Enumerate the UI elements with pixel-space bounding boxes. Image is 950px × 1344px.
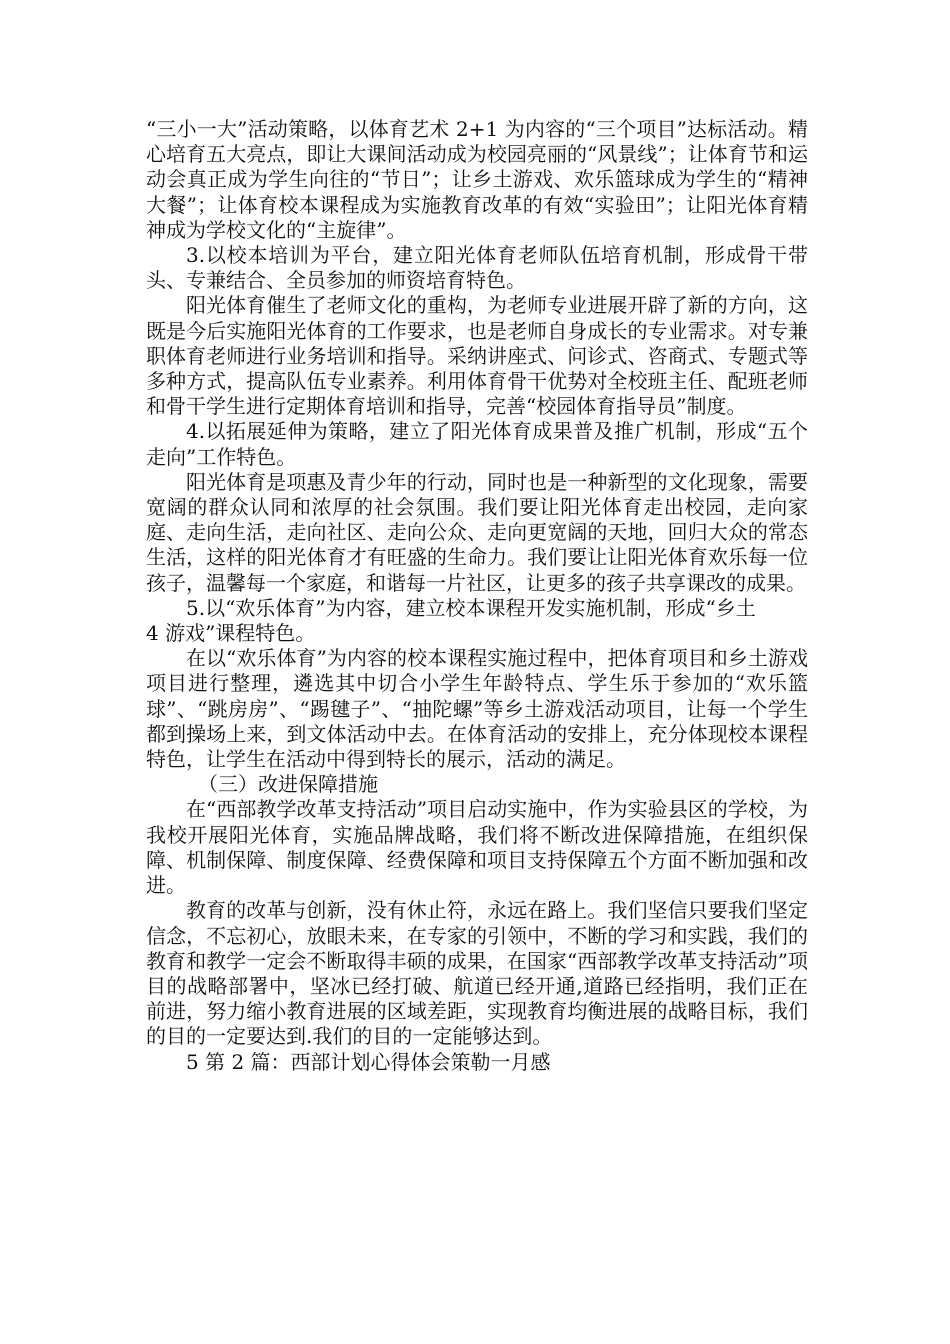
- paragraph-education-innovation: 教育的改革与创新，没有休止符，永远在路上。我们坚信只要我们坚定信念，不忘初心，放眼未来，在专家的引领中，不断的学习和实践，我们的教育和教学一定会不断取得丰硕的成果，在国家“西部教学改革支持活动”项目的战略部署中，坚冰已经打破、航道已经开通,道路已经指明，我们正在前进，努力缩小教育进展的区域差距，实现教育均衡进展的战略目标，我们的目的一定要达到.我们的目的一定能够达到。: [146, 898, 808, 1049]
- paragraph-sunshine-sports: 阳光体育是项惠及青少年的行动，同时也是一种新型的文化现象，需要宽阔的群众认同和浓厚的社会氛围。我们要让阳光体育走出校园，走向家庭、走向生活，走向社区、走向公众、走向更宽阔的天地，回归大众的常态生活，这样的阳光体育才有旺盛的生命力。我们要让让阳光体育欢乐每一位孩子，温馨每一个家庭，和谐每一片社区，让更多的孩子共享课改的成果。: [146, 469, 808, 595]
- paragraph-happy-sports: 5.以“欢乐体育”为内容，建立校本课程开发实施机制，形成“乡土: [186, 595, 756, 620]
- section-heading-safeguards: （三）改进保障措施: [198, 772, 378, 797]
- document-page: [146, 117, 808, 1075]
- paragraph-next-article-title: 5 第 2 篇：西部计划心得体会策勒一月感: [186, 1049, 551, 1074]
- paragraph-expansion-strategy: 4.以拓展延伸为策略，建立了阳光体育成果普及推广机制，形成“五个走向”工作特色。: [146, 419, 808, 469]
- paragraph-activity-strategy: “三小一大”活动策略，以体育艺术 2+1 为内容的“三个项目”达标活动。精心培育五大亮点，即让大课间活动成为校园亮丽的“风景线”；让体育节和运动会真正成为学生向往的“节日”；让乡土游戏、欢乐篮球成为学生的“精神大餐”；让体育校本课程成为实施教育改革的有效“实验田”；让阳光体育精神成为学校文化的“主旋律”。: [146, 117, 808, 242]
- paragraph-curriculum-implementation: 在以“欢乐体育”为内容的校本课程实施过程中，把体育项目和乡土游戏项目进行整理，遴选其中切合小学生年龄特点、学生乐于参加的“欢乐篮球”、“跳房房”、“踢毽子”、“抽陀螺”等乡土游戏活动项目，让每一个学生都到操场上来，到文体活动中去。在体育活动的安排上，充分体现校本课程特色，让学生在活动中得到特长的展示，活动的满足。: [146, 646, 808, 772]
- paragraph-school-training: 3.以校本培训为平台，建立阳光体育老师队伍培育机制，形成骨干带头、专兼结合、全员参加的师资培育特色。: [146, 243, 808, 293]
- paragraph-teacher-culture: 阳光体育催生了老师文化的重构，为老师专业进展开辟了新的方向，这既是今后实施阳光体育的工作要求，也是老师自身成长的专业需求。对专兼职体育老师进行业务培训和指导。采纳讲座式、问诊式、咨商式、专题式等多种方式，提高队伍专业素养。利用体育骨干优势对全校班主任、配班老师和骨干学生进行定期体育培训和指导，完善“校园体育指导员”制度。: [146, 293, 808, 419]
- paragraph-game-course: 4 游戏”课程特色。: [146, 621, 316, 646]
- paragraph-western-reform: 在“西部教学改革支持活动”项目启动实施中，作为实验县区的学校，为我校开展阳光体育，实施品牌战略，我们将不断改进保障措施，在组织保障、机制保障、制度保障、经费保障和项目支持保障五个方面不断加强和改进。: [146, 797, 808, 898]
